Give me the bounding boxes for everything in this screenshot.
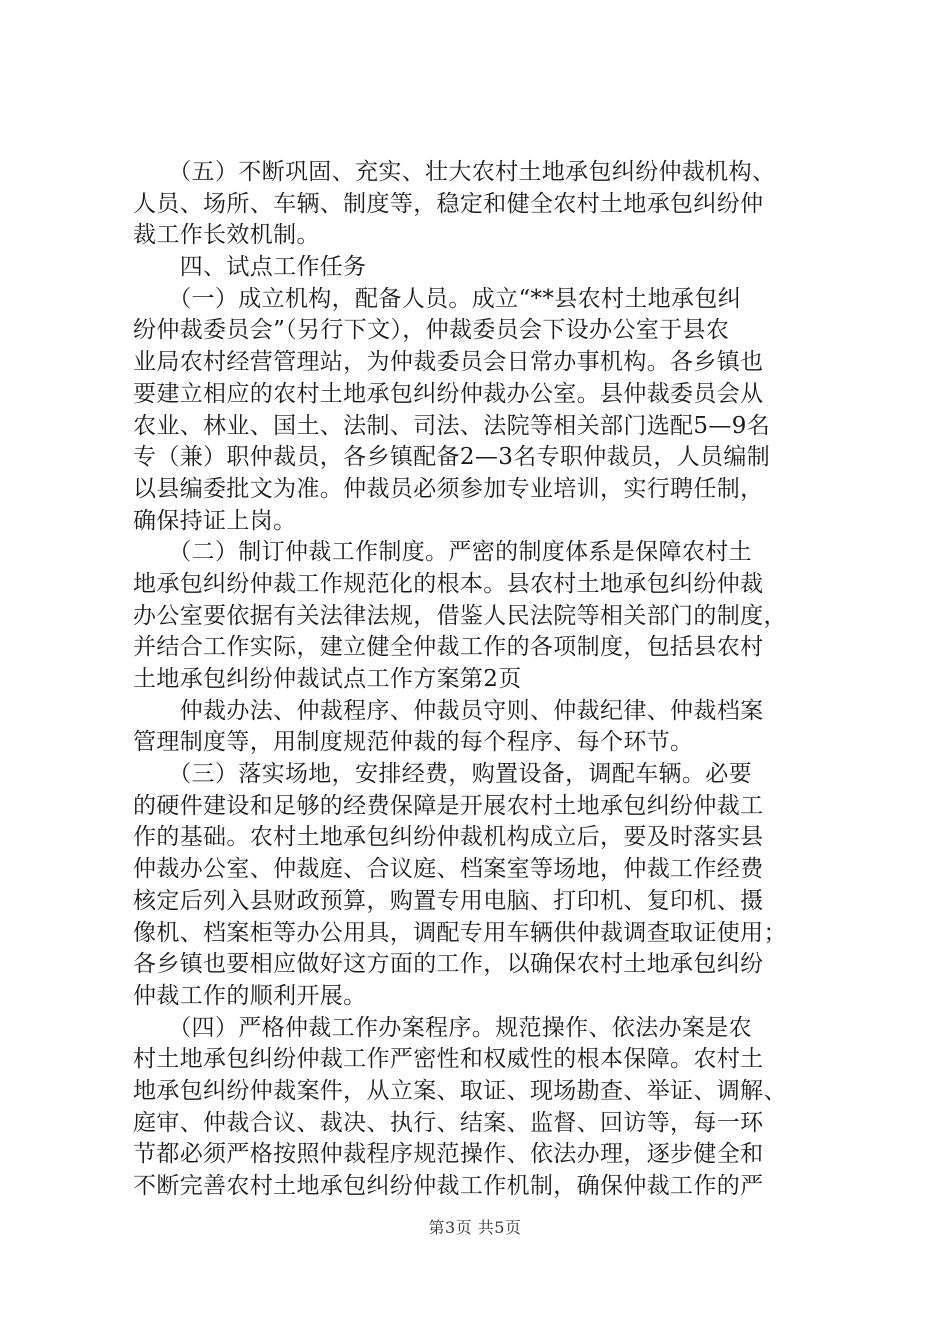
text-line: 农业、林业、国土、法制、司法、法院等相关部门选配5—9名 <box>133 412 771 439</box>
text-line: 节都必须严格按照仲裁程序规范操作、依法办理，逐步健全和 <box>133 1141 764 1168</box>
text-line: 仲裁办法、仲裁程序、仲裁员守则、仲裁纪律、仲裁档案 <box>133 697 764 724</box>
text-line: 地承包纠纷仲裁案件，从立案、取证、现场勘查、举证、调解、 <box>133 1077 787 1104</box>
text-line: 确保持证上岗。 <box>133 507 297 534</box>
text-line: 人员、场所、车辆、制度等，稳定和健全农村土地承包纠纷仲 <box>133 190 764 217</box>
text-line: 要建立相应的农村土地承包纠纷仲裁办公室。县仲裁委员会从 <box>133 380 764 407</box>
text-line: 四、试点工作任务 <box>133 254 367 281</box>
text-line: 土地承包纠纷仲裁试点工作方案第2页 <box>133 666 522 692</box>
text-line: 专（兼）职仲裁员，各乡镇配备2—3名专职仲裁员，人员编制 <box>133 444 771 471</box>
text-line: 裁工作长效机制。 <box>133 222 320 249</box>
text-line: （三）落实场地，安排经费，购置设备，调配车辆。必要 <box>133 761 752 788</box>
text-line: 地承包纠纷仲裁工作规范化的根本。县农村土地承包纠纷仲裁 <box>133 570 764 597</box>
page-footer: 第3页 共5页 <box>428 1218 522 1237</box>
text-line: 村土地承包纠纷仲裁工作严密性和权威性的根本保障。农村土 <box>133 1046 764 1073</box>
text-line: 各乡镇也要相应做好这方面的工作，以确保农村土地承包纠纷 <box>133 951 764 978</box>
text-line: （五）不断巩固、充实、壮大农村土地承包纠纷仲裁机构、 <box>133 159 776 185</box>
text-line: （四）严格仲裁工作办案程序。规范操作、依法办案是农 <box>133 1014 752 1041</box>
text-line: 的硬件建设和足够的经费保障是开展农村土地承包纠纷仲裁工 <box>133 792 764 819</box>
text-line: （二）制订仲裁工作制度。严密的制度体系是保障农村土 <box>133 539 752 566</box>
text-line: 像机、档案柜等办公用具，调配专用车辆供仲裁调查取证使用； <box>133 919 787 946</box>
text-line: （一）成立机构，配备人员。成立“**县农村土地承包纠 <box>133 285 742 312</box>
text-line: 核定后列入县财政预算，购置专用电脑、打印机、复印机、摄 <box>133 887 764 914</box>
text-line: 庭审、仲裁合议、裁决、执行、结案、监督、回访等，每一环 <box>133 1109 764 1136</box>
text-line: 以县编委批文为准。仲裁员必须参加专业培训，实行聘任制， <box>133 475 764 502</box>
text-line: 办公室要依据有关法律法规，借鉴人民法院等相关部门的制度， <box>133 602 787 629</box>
text-line: 仲裁工作的顺利开展。 <box>133 982 367 1009</box>
document-body <box>133 157 833 1203</box>
text-line: 业局农村经营管理站，为仲裁委员会日常办事机构。各乡镇也 <box>133 349 764 376</box>
text-line: 管理制度等，用制度规范仲裁的每个程序、每个环节。 <box>133 729 694 756</box>
text-line: 不断完善农村土地承包纠纷仲裁工作机制，确保仲裁工作的严 <box>133 1173 764 1199</box>
text-line: 仲裁办公室、仲裁庭、合议庭、档案室等场地，仲裁工作经费 <box>133 856 764 883</box>
text-line: 作的基础。农村土地承包纠纷仲裁机构成立后，要及时落实县 <box>133 824 764 851</box>
text-line: 纷仲裁委员会”（另行下文），仲裁委员会下设办公室于县农 <box>133 317 730 344</box>
text-line: 并结合工作实际，建立健全仲裁工作的各项制度，包括县农村 <box>133 634 764 661</box>
